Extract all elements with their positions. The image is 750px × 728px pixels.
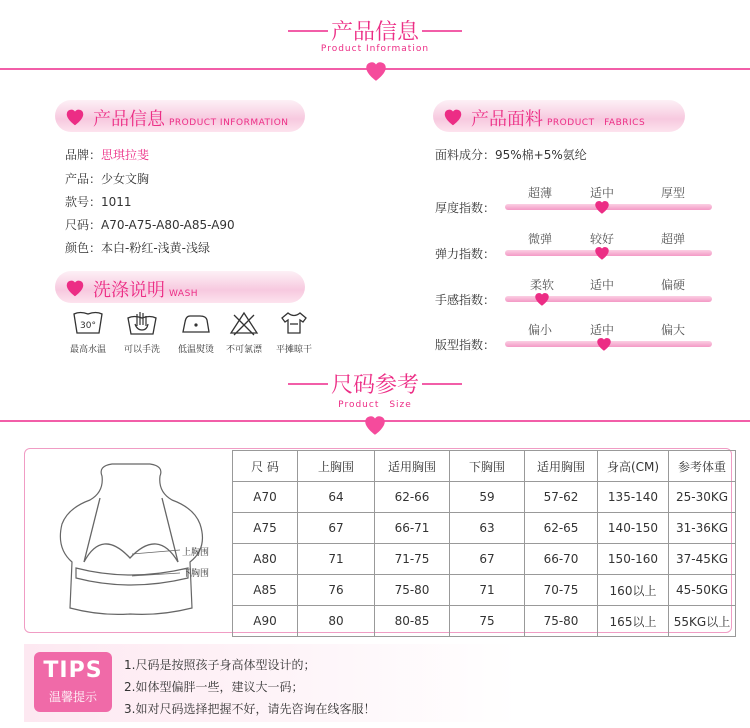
table-cell: 71-75 (375, 544, 450, 575)
heart-icon (64, 277, 86, 299)
table-cell: 76 (298, 575, 375, 606)
table-cell: 75-80 (525, 606, 598, 637)
tip-line: 3.如对尺码选择把握不好，请先咨询在线客服！ (124, 702, 376, 716)
table-row (233, 513, 736, 544)
table-header: 适用胸围 (375, 451, 450, 482)
pill-title-zh: 产品面料 (471, 109, 543, 130)
index-option: 适中 (590, 186, 615, 200)
table-cell: 62-66 (375, 482, 450, 513)
index-option: 偏硬 (661, 278, 686, 292)
table-cell: 59 (450, 482, 525, 513)
info-value: 1011 (101, 195, 132, 209)
index-label: 手感指数： (435, 293, 496, 307)
pill-title-en: PRODUCT FABRICS (547, 118, 646, 128)
info-row-product (65, 170, 149, 187)
no-bleach-icon (228, 310, 260, 336)
product-info-pill (55, 100, 305, 132)
info-value: A70-A75-A80-A85-A90 (101, 218, 235, 232)
table-cell: 25-30KG (669, 482, 736, 513)
index-option: 超薄 (528, 186, 553, 200)
heart-marker-icon (595, 335, 613, 353)
heart-icon (363, 58, 389, 84)
fabrics-pill (433, 100, 685, 132)
wash-temp-text: 30° (80, 321, 96, 331)
table-row (233, 544, 736, 575)
section-title-zh: 产品信息 (330, 20, 419, 45)
info-label: 产品： (65, 172, 102, 186)
section-title-product-info (0, 0, 750, 60)
table-header: 身高(CM) (598, 451, 669, 482)
table-header: 尺 码 (233, 451, 298, 482)
info-row-size (65, 216, 235, 233)
section-title-zh: 尺码参考 (330, 373, 419, 398)
heart-marker-icon (533, 290, 551, 308)
table-row (233, 575, 736, 606)
table-cell: 150-160 (598, 544, 669, 575)
index-label: 版型指数： (435, 338, 496, 352)
table-cell: A80 (233, 544, 298, 575)
table-cell: 70-75 (525, 575, 598, 606)
table-cell: A85 (233, 575, 298, 606)
index-option: 超弹 (661, 232, 686, 246)
table-cell: 67 (298, 513, 375, 544)
table-cell: 75 (450, 606, 525, 637)
wash-item (114, 310, 170, 355)
pill-title-en: PRODUCT INFORMATION (169, 118, 289, 128)
info-row-model (65, 193, 132, 210)
table-cell: 66-70 (525, 544, 598, 575)
fabric-composition: 面料成分：95%棉+5%氨纶 (435, 148, 587, 162)
heart-icon (442, 106, 464, 128)
upper-bust-label: 上胸围 (182, 548, 210, 558)
section-title-size (0, 365, 750, 415)
flat-dry-icon (278, 310, 310, 336)
pill-title-zh: 洗涤说明 (93, 280, 165, 301)
table-header: 适用胸围 (525, 451, 598, 482)
table-cell: 45-50KG (669, 575, 736, 606)
index-option: 偏大 (661, 323, 686, 337)
wash-item (266, 310, 322, 355)
wash-label: 不可氯漂 (225, 345, 262, 355)
tips-badge-title: TIPS (43, 658, 103, 683)
index-label: 厚度指数： (435, 201, 496, 215)
wash-label: 可以手洗 (123, 345, 160, 355)
tips-panel (24, 644, 730, 722)
table-header: 下胸围 (450, 451, 525, 482)
table-cell: 160以上 (598, 575, 669, 606)
table-cell: 140-150 (598, 513, 669, 544)
info-value: 本白-粉红-浅黄-浅绿 (101, 241, 211, 255)
pill-title-en: WASH (169, 289, 199, 299)
section-title-en: Product Information (320, 44, 430, 54)
table-cell: A90 (233, 606, 298, 637)
mannequin-figure (40, 458, 225, 628)
table-cell: 57-62 (525, 482, 598, 513)
index-option: 适中 (590, 323, 615, 337)
info-value: 思琪拉斐 (101, 148, 150, 162)
table-header-row (233, 451, 736, 482)
index-option: 厚型 (661, 186, 686, 200)
tips-badge-subtitle: 温馨提示 (48, 690, 97, 704)
table-cell: 37-45KG (669, 544, 736, 575)
table-cell: 165以上 (598, 606, 669, 637)
wash-label: 平摊晾干 (275, 345, 312, 355)
wash-30-icon (72, 310, 104, 336)
table-cell: 63 (450, 513, 525, 544)
table-cell: A70 (233, 482, 298, 513)
table-cell: 80 (298, 606, 375, 637)
table-cell: 80-85 (375, 606, 450, 637)
info-row-brand (65, 146, 149, 163)
iron-low-icon (180, 310, 212, 336)
section-title-en: Product Size (338, 400, 412, 410)
lower-bust-label: 下胸围 (182, 569, 210, 579)
hand-wash-icon (126, 310, 158, 336)
tips-badge (34, 652, 112, 712)
table-cell: A75 (233, 513, 298, 544)
info-label: 尺码： (65, 218, 102, 232)
wash-pill (55, 271, 305, 303)
table-cell: 64 (298, 482, 375, 513)
tip-line: 1.尺码是按照孩子身高体型设计的； (124, 658, 316, 672)
index-label: 弹力指数： (435, 247, 496, 261)
table-cell: 31-36KG (669, 513, 736, 544)
tip-line: 2.如体型偏胖一些，建议大一码； (124, 680, 304, 694)
table-cell: 62-65 (525, 513, 598, 544)
table-cell: 75-80 (375, 575, 450, 606)
info-label: 品牌： (65, 148, 102, 162)
heart-marker-icon (593, 244, 611, 262)
index-option: 较好 (590, 232, 615, 246)
index-option: 微弹 (528, 232, 553, 246)
wash-item (60, 310, 116, 355)
heart-icon (64, 106, 86, 128)
heart-marker-icon (593, 198, 611, 216)
size-table (232, 450, 736, 637)
wash-label: 最高水温 (69, 345, 106, 355)
table-cell: 135-140 (598, 482, 669, 513)
info-row-color (65, 239, 210, 256)
table-header: 参考体重 (669, 451, 736, 482)
wash-label: 低温熨烫 (177, 345, 214, 355)
table-row (233, 482, 736, 513)
info-value: 少女文胸 (101, 172, 150, 186)
index-option: 适中 (590, 278, 615, 292)
table-cell: 71 (298, 544, 375, 575)
info-label: 颜色： (65, 241, 102, 255)
pill-title-zh: 产品信息 (93, 109, 165, 130)
heart-icon (362, 412, 388, 438)
table-header: 上胸围 (298, 451, 375, 482)
table-cell: 67 (450, 544, 525, 575)
table-cell: 71 (450, 575, 525, 606)
index-option: 柔软 (530, 278, 555, 292)
table-row (233, 606, 736, 637)
index-option: 偏小 (528, 323, 553, 337)
wash-item (216, 310, 272, 355)
table-cell: 55KG以上 (669, 606, 736, 637)
info-label: 款号： (65, 195, 102, 209)
table-cell: 66-71 (375, 513, 450, 544)
